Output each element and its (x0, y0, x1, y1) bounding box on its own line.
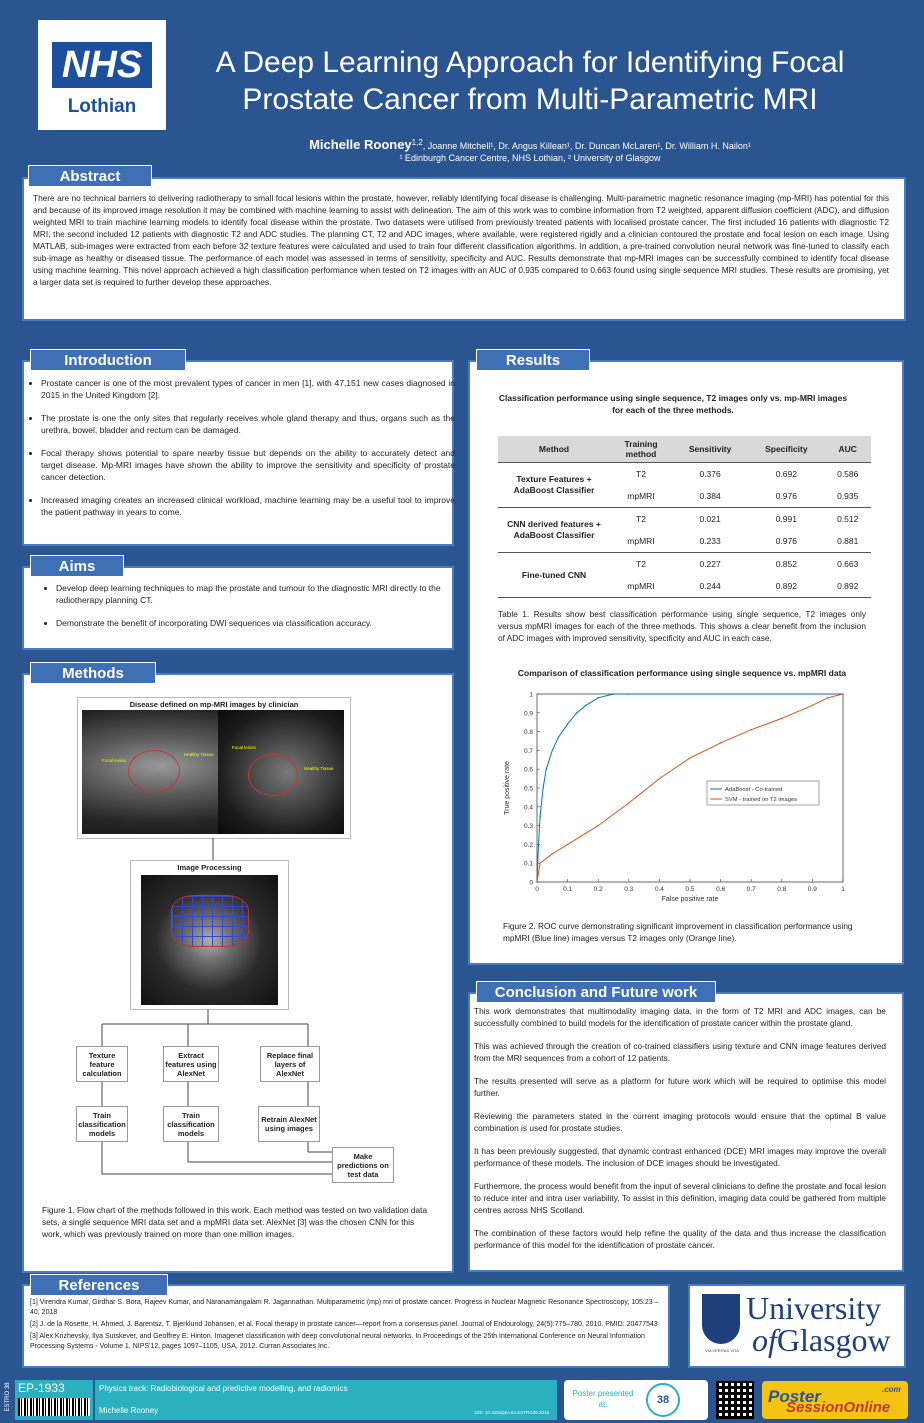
series-1-point (585, 705, 586, 706)
table-cell: mpMRI (627, 581, 655, 591)
y-axis-label: True positive rate (504, 761, 511, 815)
series-2-point (827, 697, 828, 698)
x-tick-label: 1 (841, 886, 845, 893)
y-tick-label: 0.6 (523, 766, 533, 774)
coauthors: , Joanne Mitchell¹, Dr. Angus Killean¹, Dr. Duncan McLaren¹, Dr. William H. Nailon¹ (422, 141, 751, 151)
conclusion-paragraph: This work demonstrates that multimodality imaging data, in the form of T2 MRI and ADC images, can be successfully combined to build models for the identification of prostate cancer within the prostate gland. (474, 1006, 886, 1028)
image-processing-title: Image Processing (177, 863, 242, 872)
footer-doi: DOI: 10.3252/pso.eu.ESTRO38.2019 (474, 1410, 549, 1415)
footer-track: Physics track: Radiobiological and predictive modelling, and radiomics (99, 1384, 348, 1393)
column-header: Method (498, 436, 610, 463)
roc-chart (495, 688, 855, 918)
series-2-point (567, 844, 568, 845)
results-table (498, 436, 871, 598)
make-predictions-box: Make predictions on test data (332, 1147, 394, 1183)
posterssession-logo (762, 1381, 908, 1419)
presented-at-box (564, 1380, 708, 1420)
x-tick-label: 0.2 (593, 886, 603, 893)
chart-heading: Comparison of classification performance using single sequence vs. mpMRI data (517, 668, 847, 678)
train-models-box: Train classification models (163, 1106, 219, 1142)
conclusion-text (474, 1005, 886, 1251)
table-cell: 0.892 (775, 581, 797, 591)
table-row (498, 463, 871, 486)
sub-image-grid (171, 895, 249, 947)
y-tick-label: 0.7 (523, 747, 533, 755)
estro-badge-number: 38 (656, 1394, 670, 1406)
table-cell: 0.586 (837, 469, 859, 479)
x-tick-label: 0.9 (807, 886, 817, 893)
table-row (498, 553, 871, 576)
abstract-heading: Abstract (28, 165, 152, 187)
aims-heading: Aims (30, 555, 124, 577)
table-cell: 0.991 (775, 514, 797, 524)
series-1-point (628, 693, 629, 694)
glasgow-logo (688, 1284, 906, 1368)
y-tick-label: 0.1 (523, 860, 533, 868)
conclusion-paragraph: Reviewing the parameters stated in the current imaging protocols would ensure that the optimal B value combination is used for prostate studies. (474, 1111, 886, 1133)
footer-author: Michelle Rooney (99, 1406, 159, 1415)
table-caption: Table 1. Results show best classification performance using single sequence, T2 images only versus mpMRI images for each of the three methods. This shows a clear benefit from the inclusion of ADC images with improved sensitivity, specificity and AUC in each case. (498, 609, 866, 643)
methods-caption: Figure 1. Flow chart of the methods followed in this work. Each method was tested on two validation data sets, a single sequence MRI data set and a mpMRI data set. AlexNet [3] was the chosen CNN for this work, which was previously trained on more than one million images. (42, 1205, 428, 1239)
poster-title (190, 44, 870, 118)
glasgow-wordmark-2 (752, 1324, 891, 1356)
table-cell: 0.976 (775, 536, 797, 546)
pso-poster: Poster (768, 1387, 821, 1406)
intro-bullet: • Focal therapy shows potential to spare nearby tissue but depends on the ability to accurately detect and target disease. Mp-MRI images have shown the ability to improve the sensitivity and specificity of prostate cancer detection. (41, 447, 455, 483)
table-cell: T2 (636, 514, 646, 524)
mri-label: Focal lesion (102, 758, 127, 763)
table-cell: 0.244 (699, 581, 721, 591)
y-tick-label: 0.2 (523, 841, 533, 849)
series-1-point (598, 697, 599, 698)
table-header-row (498, 436, 871, 463)
retrain-alexnet-box: Retrain AlexNet using images (258, 1106, 320, 1142)
estro-badge-icon (646, 1383, 680, 1417)
series-1-point (576, 712, 577, 713)
mri-figure (77, 697, 351, 839)
x-tick-label: 0.8 (777, 886, 787, 893)
aims-list (42, 582, 448, 640)
table-cell: 0.021 (699, 514, 721, 524)
aims-bullet: • Develop deep learning techniques to map the prostate and tumour to the diagnostic MRI directly to the radiotherapy planning CT. (56, 582, 448, 606)
y-tick-label: 0.4 (523, 804, 533, 812)
author-line (190, 137, 870, 164)
x-axis-label: False positive rate (661, 896, 719, 903)
x-tick-label: 0.5 (685, 886, 695, 893)
conclusion-paragraph: It has been previously suggested, that dynamic contrast enhanced (DCE) MRI images may improve the overall performance of these models. The inclusion of DCE images should be investigated. (474, 1146, 886, 1168)
table-cell: T2 (636, 559, 646, 569)
title-line-2: Prostate Cancer from Multi-Parametric MRI (242, 83, 818, 116)
x-tick-label: 0.4 (654, 886, 664, 893)
table-cell: 0.976 (775, 491, 797, 501)
series-1-point (552, 750, 553, 751)
table-cell: 0.935 (837, 491, 859, 501)
series-2-point (689, 757, 690, 758)
x-tick-label: 0.1 (563, 886, 573, 893)
qr-code-icon (716, 1381, 754, 1419)
methods-heading: Methods (30, 662, 156, 684)
intro-bullet: • Prostate cancer is one of the most prevalent types of cancer in men [1], with 47,151 new cases diagnosed in 2015 in the United Kingdom [2]. (41, 377, 455, 401)
series-1-point (558, 737, 559, 738)
series-1-point (538, 844, 539, 845)
series-2-point (536, 881, 537, 882)
replace-layers-box: Replace final layers of AlexNet (260, 1046, 320, 1082)
series-2-point (751, 729, 752, 730)
series-2-point (781, 718, 782, 719)
pso-session: SessionOnline (786, 1399, 891, 1416)
y-tick-label: 0 (529, 879, 533, 887)
conclusion-paragraph: The results presented will serve as a platform for future work which will be required to optimise this model further. (474, 1076, 886, 1098)
focal-lesion-contour (248, 754, 298, 796)
introduction-heading: Introduction (30, 349, 186, 371)
pso-com: .com (882, 1385, 901, 1394)
glasgow-of: of (752, 1322, 777, 1358)
glasgow-crest-icon (702, 1294, 740, 1344)
column-header: AUC (824, 436, 871, 463)
table-cell: T2 (636, 469, 646, 479)
extract-features-box: Extract features using AlexNet (163, 1046, 219, 1082)
mri-label: Focal lesion (232, 745, 257, 750)
aims-bullet: • Demonstrate the benefit of incorporating DWI sequences via classification accuracy. (56, 617, 448, 629)
conclusion-paragraph: The combination of these factors would help refine the quality of the data and thus increase the classification performance of this model for the identification of prostate cancer. (474, 1228, 886, 1250)
method-cell: CNN derived features + AdaBoost Classifier (507, 519, 601, 540)
y-tick-label: 0.3 (523, 823, 533, 831)
mri-image (82, 710, 344, 834)
x-tick-label: 0.7 (746, 886, 756, 893)
series-2-point (628, 802, 629, 803)
table-cell: 0.881 (837, 536, 859, 546)
y-tick-label: 1 (529, 691, 533, 699)
nhs-logo-region: Lothian (67, 96, 137, 117)
series-2-point (659, 778, 660, 779)
train-models-box: Train classification models (76, 1106, 128, 1142)
y-tick-label: 0.9 (523, 710, 533, 718)
series-2-point (552, 853, 553, 854)
table-cell: 0.692 (775, 469, 797, 479)
mri-figure-title: Disease defined on mp-MRI images by clinician (129, 700, 299, 709)
table-cell: 0.892 (837, 581, 859, 591)
conclusion-paragraph: Furthermore, the process would benefit from the input of several clinicians to define the prostate and focal lesion to reduce inter and intra user variability. To assist in this definition, imaging data could be gathered from multiple centres across NHS Scotland. (474, 1181, 886, 1215)
mri-label: Healthy Tissue (184, 752, 214, 757)
table-title: Classification performance using single sequence, T2 images only vs. mp-MRI images for each of the three methods. (498, 393, 848, 415)
series-2-point (812, 705, 813, 706)
legend-label: SVM - trained on T2 images (725, 797, 798, 804)
series-2-point (539, 863, 540, 864)
series-1-point (542, 787, 543, 788)
series-2-point (842, 693, 843, 694)
presented-at-text: Poster presented at: (572, 1389, 634, 1409)
lead-author: Michelle Rooney (309, 137, 412, 152)
footer-code-block (15, 1380, 93, 1420)
table-cell: 0.227 (699, 559, 721, 569)
nhs-logo-mark: NHS (52, 42, 152, 88)
series-1-point (613, 693, 614, 694)
column-header: Training method (610, 436, 672, 463)
method-cell: Texture Features + AdaBoost Classifier (513, 474, 595, 495)
image-processing-figure (130, 860, 289, 1010)
reference-item: [1] Virendra Kumar, Girdhar S. Bora, Rajeev Kumar, and Naranamangalam R. Jagannathan. Multiparametric (mp) mri of prostate cancer. Progress in Nuclear Magnetic Resonance Spectroscopy, 105:23 – 40, 2018 (30, 1299, 659, 1316)
glasgow-name: Glasgow (776, 1322, 891, 1358)
series-1-point (539, 816, 540, 817)
x-tick-label: 0 (535, 886, 539, 893)
footer-info (95, 1380, 557, 1420)
table-cell: mpMRI (627, 536, 655, 546)
series-1-point (545, 769, 546, 770)
prostate-grid-image (141, 875, 278, 1005)
affiliations: ¹ Edinburgh Cancer Centre, NHS Lothian, ² University of Glasgow (399, 153, 661, 163)
title-line-1: A Deep Learning Approach for Identifying Focal (215, 46, 845, 79)
y-tick-label: 0.5 (523, 785, 533, 793)
intro-bullet: • Increased imaging creates an increased clinical workload, machine learning may be a useful tool to improve the patient pathway in years to come. (41, 494, 455, 518)
intro-bullet: • The prostate is one the only sites that regularly receives whole gland therapy and thus, organs such as the urethra, bowel, bladder and rectum can be damaged. (41, 412, 455, 436)
table-row (498, 508, 871, 531)
table-cell: 0.663 (837, 559, 859, 569)
table-cell: 0.512 (837, 514, 859, 524)
references-heading: References (30, 1274, 168, 1296)
nhs-logo (38, 20, 166, 130)
table-cell: 0.384 (699, 491, 721, 501)
reference-item: [2] J. de la Rosette, H. Ahmed, J. Barentsz, T. Bjerklund Johansen, et al. Focal therapy in prostate cancer—report from a consensus panel. Journal of Endourology, 24(5):775–780, 2010. PMID: 20477543 (30, 1321, 658, 1328)
column-header: Specificity (748, 436, 824, 463)
table-cell: 0.376 (699, 469, 721, 479)
chart-caption: Figure 2. ROC curve demonstrating significant improvement in classification performance using mpMRI (Blue line) images versus T2 images only (Orange line). (503, 921, 853, 943)
x-tick-label: 0.3 (624, 886, 634, 893)
table-cell: 0.852 (775, 559, 797, 569)
mri-label: Healthy Tissue (304, 766, 334, 771)
texture-feature-box: Texture feature calculation (76, 1046, 128, 1082)
glasgow-motto: VIA VERITAS VITA (705, 1348, 739, 1353)
conclusion-heading: Conclusion and Future work (476, 981, 716, 1003)
series-2-point (720, 742, 721, 743)
results-heading: Results (476, 349, 590, 371)
series-2-point (598, 825, 599, 826)
footer-side-code: ESTRO 38 (5, 1382, 11, 1412)
focal-lesion-contour (128, 750, 180, 792)
y-tick-label: 0.8 (523, 729, 533, 737)
reference-item: [3] Alex Krizhevsky, Ilya Sutskever, and Geoffrey E. Hinton. Imagenet classification with deep convolutional neural networks. In Proceedings of the 25th International Conference on Neural Information Processing Systems - Volume 1, NIPS'12, pages 1097–1105, USA, 2012. Curran Associates Inc. (30, 1333, 645, 1350)
conclusion-paragraph: This was achieved through the creation of co-trained classifiers using texture and CNN image features derived from the MRI sequences from a cohort of 12 patients. (474, 1041, 886, 1063)
series-1-point (567, 723, 568, 724)
legend-label: AdaBoost - Co-trained (725, 787, 783, 794)
glasgow-wordmark-1: University (746, 1290, 882, 1326)
column-header: Sensitivity (672, 436, 748, 463)
method-cell: Fine-tuned CNN (521, 570, 587, 580)
introduction-list (27, 377, 455, 529)
table-cell: 0.233 (699, 536, 721, 546)
abstract-text: There are no technical barriers to delivering radiotherapy to small focal lesions within the prostate, however, reliably identifying focal disease is challenging. Multi-parametric magnetic resonance imaging (mp-MRI) has potential for this and because of its improved image resolution it may be combined with machine learning to assist with delineation. The aim of this work was to combine information from T2 weighted, apparent diffusion coefficient (ADC), and diffusion weighted MRI to train machine learning models to identify focal disease within the prostate. Two datasets were utilised from previously treated patients with localised prostate cancer. The first included 16 patients with diagnostic T2 MRI, the second included 12 patients with diagnostic T2 and ADC studies. The planning CT, T2 and ADC images, where available, were registered rigidly and a clinician contoured the prostate and focal lesion on each image. Using MATLAB, sub-images were extracted from each before 32 texture features were calculated and used to train four different classification algorithms. In addition, a pre-trained convolution neural network was fine-tuned to classify each sub-image as healthy or diseased tissue. The performance of each model was assessed in terms of sensitivity, specificity and AUC. Results demonstrate that mp-MRI images can be successfully combined to identify focal disease using machine learning. This novel approach achieved a high classification performance when tested on T2 images with an AUC of 0.935 compared to 0.663 found using single sequence MRI studies. These results are promising, yet a larger data set is required to further develop these approaches. (33, 193, 889, 287)
references-list (30, 1298, 662, 1354)
barcode-icon (18, 1398, 90, 1416)
table-cell: mpMRI (627, 491, 655, 501)
footer-code: EP-1933 (18, 1381, 65, 1395)
lead-author-sup: 1,2 (411, 138, 423, 147)
x-tick-label: 0.6 (716, 886, 726, 893)
